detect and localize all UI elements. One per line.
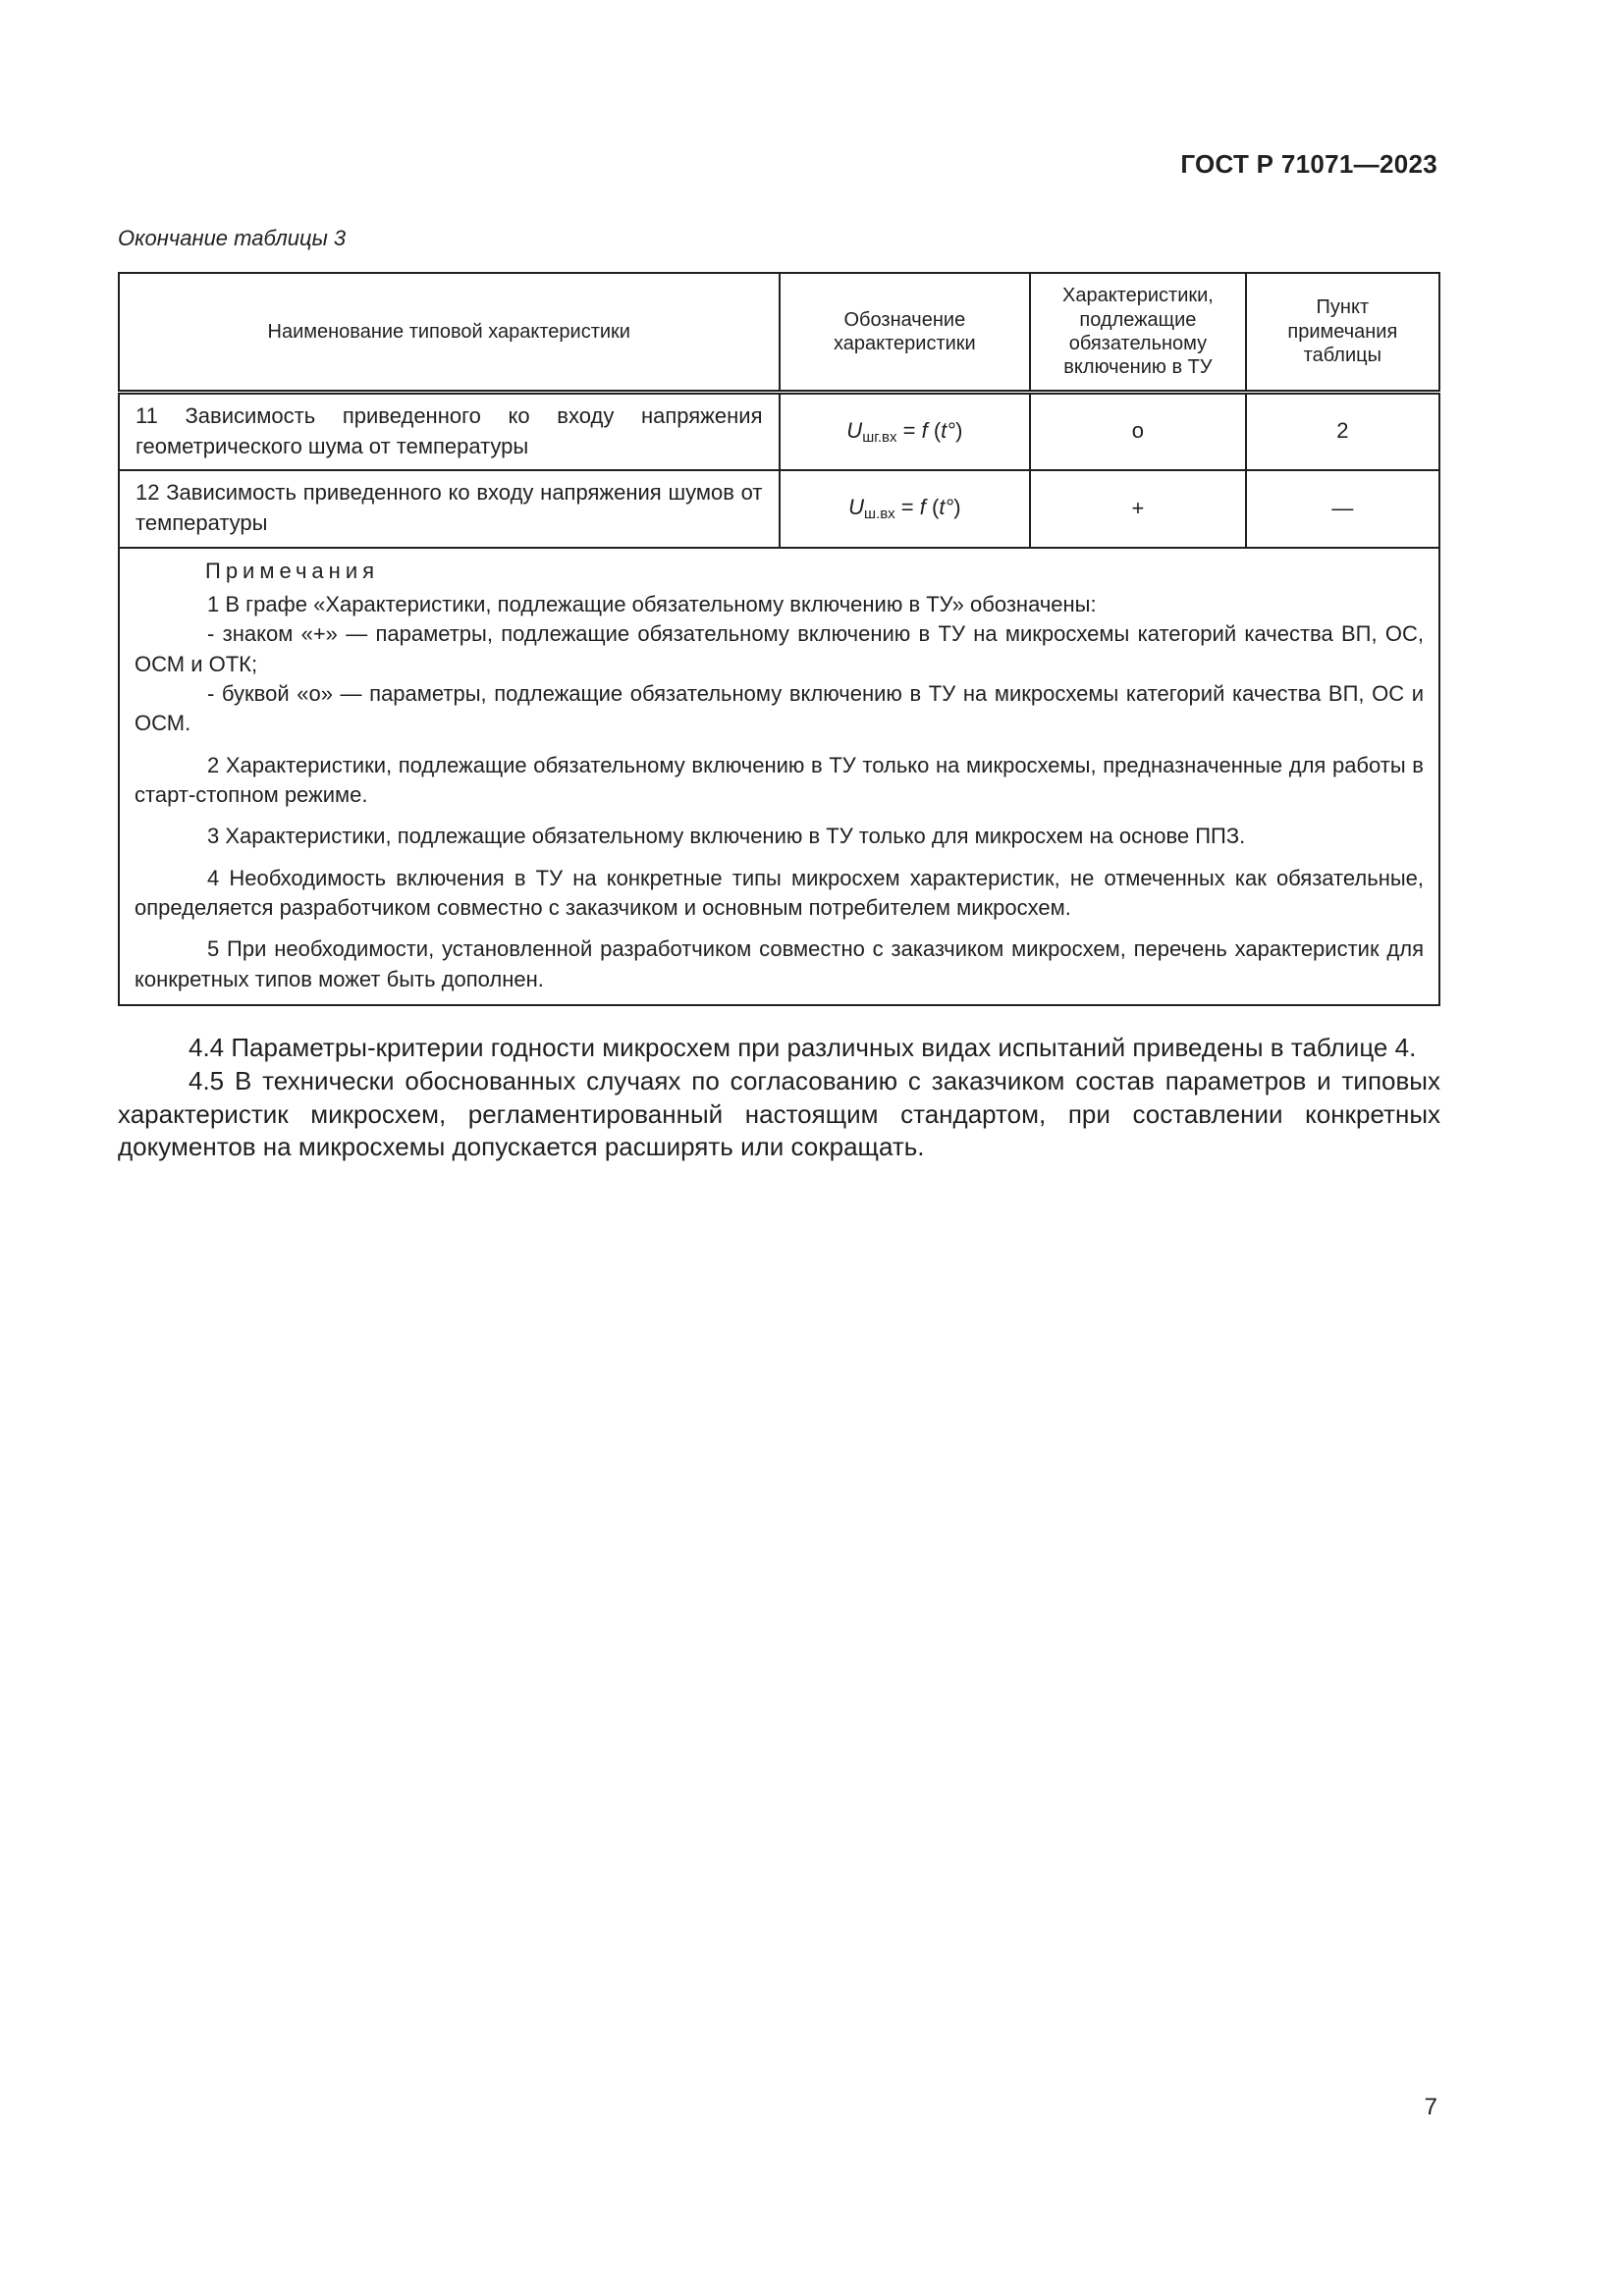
table-notes-row [119, 548, 1439, 1006]
symbol-subscript: ш.вх [864, 506, 895, 522]
note-item: 1 В графе «Характеристики, подлежащие обязательному включению в ТУ» обозначены: [207, 591, 1097, 616]
characteristic-name: 12 Зависимость приведенного ко входу напряжения шумов от температуры [119, 470, 780, 548]
notes-title: Примечания [205, 558, 380, 583]
symbol-paren-close: ) [953, 495, 961, 519]
paragraph-4-5: 4.5 В технически обоснованных случаях по согласованию с заказчиком состав параметров и типовых характеристик микросхем, регламентированный настоящим стандартом, при составлении конкретных документов на микросхемы допускается расширять или сокращать. [118, 1065, 1440, 1162]
column-header-mandatory: Характеристики, подлежащие обязательному включению в ТУ [1030, 273, 1245, 393]
document-code: ГОСТ Р 71071—2023 [1180, 149, 1437, 179]
note-reference: 2 [1246, 393, 1439, 470]
characteristic-symbol [780, 470, 1031, 548]
symbol-variable: U [848, 495, 864, 519]
column-header-note-ref: Пункт примечания таблицы [1246, 273, 1439, 393]
table-caption: Окончание таблицы 3 [118, 226, 347, 250]
note-item: 5 При необходимости, установленной разработчиком совместно с заказчиком микросхем, перечень характеристик для конкретных типов может быть дополнен. [135, 936, 1424, 991]
symbol-variable: U [846, 417, 863, 443]
table-header-row [119, 273, 1439, 393]
page-number: 7 [1424, 2094, 1437, 2120]
paragraph-4-4: 4.4 Параметры-критерии годности микросхем при различных видах испытаний приведены в таблице 4. [189, 1033, 1417, 1062]
symbol-paren-close: ) [955, 417, 963, 443]
column-header-name: Наименование типовой характеристики [119, 273, 780, 393]
column-header-symbol: Обозначение характеристики [780, 273, 1031, 393]
mandatory-mark: + [1030, 470, 1245, 548]
symbol-function: f [921, 417, 928, 443]
note-item: 2 Характеристики, подлежащие обязательному включению в ТУ только на микросхемы, предназначенные для работы в старт-стопном режиме. [135, 752, 1424, 808]
body-text [118, 1032, 1440, 1164]
characteristics-table [118, 272, 1440, 1006]
symbol-argument: t° [941, 417, 956, 443]
symbol-equals: = [894, 495, 920, 519]
symbol-paren-open: ( [925, 495, 940, 519]
symbol-function: f [919, 495, 926, 519]
mandatory-mark: о [1030, 393, 1245, 470]
characteristic-symbol [780, 393, 1031, 470]
table-row [119, 393, 1439, 470]
note-item: 3 Характеристики, подлежащие обязательному включению в ТУ только для микросхем на основе ППЗ. [207, 824, 1246, 849]
table-notes [119, 548, 1439, 1006]
symbol-paren-open: ( [927, 417, 942, 443]
note-reference: — [1246, 470, 1439, 548]
table-row [119, 470, 1439, 548]
symbol-subscript: шг.вх [862, 428, 897, 446]
symbol-equals: = [896, 417, 922, 443]
characteristic-name: 11 Зависимость приведенного ко входу напряжения геометрического шума от температуры [119, 393, 780, 470]
note-item: 4 Необходимость включения в ТУ на конкретные типы микросхем характеристик, не отмеченных как обязательные, определяется разработчиком совместно с заказчиком и основным потребителем микросхем. [135, 865, 1424, 921]
symbol-argument: t° [939, 495, 954, 519]
note-item: - буквой «о» — параметры, подлежащие обязательному включению в ТУ на микросхемы категорий качества ВП, ОС и ОСМ. [135, 680, 1424, 736]
note-item: - знаком «+» — параметры, подлежащие обязательному включению в ТУ на микросхемы категорий качества ВП, ОС, ОСМ и ОТК; [135, 621, 1424, 676]
table-3-continuation [118, 272, 1440, 1006]
